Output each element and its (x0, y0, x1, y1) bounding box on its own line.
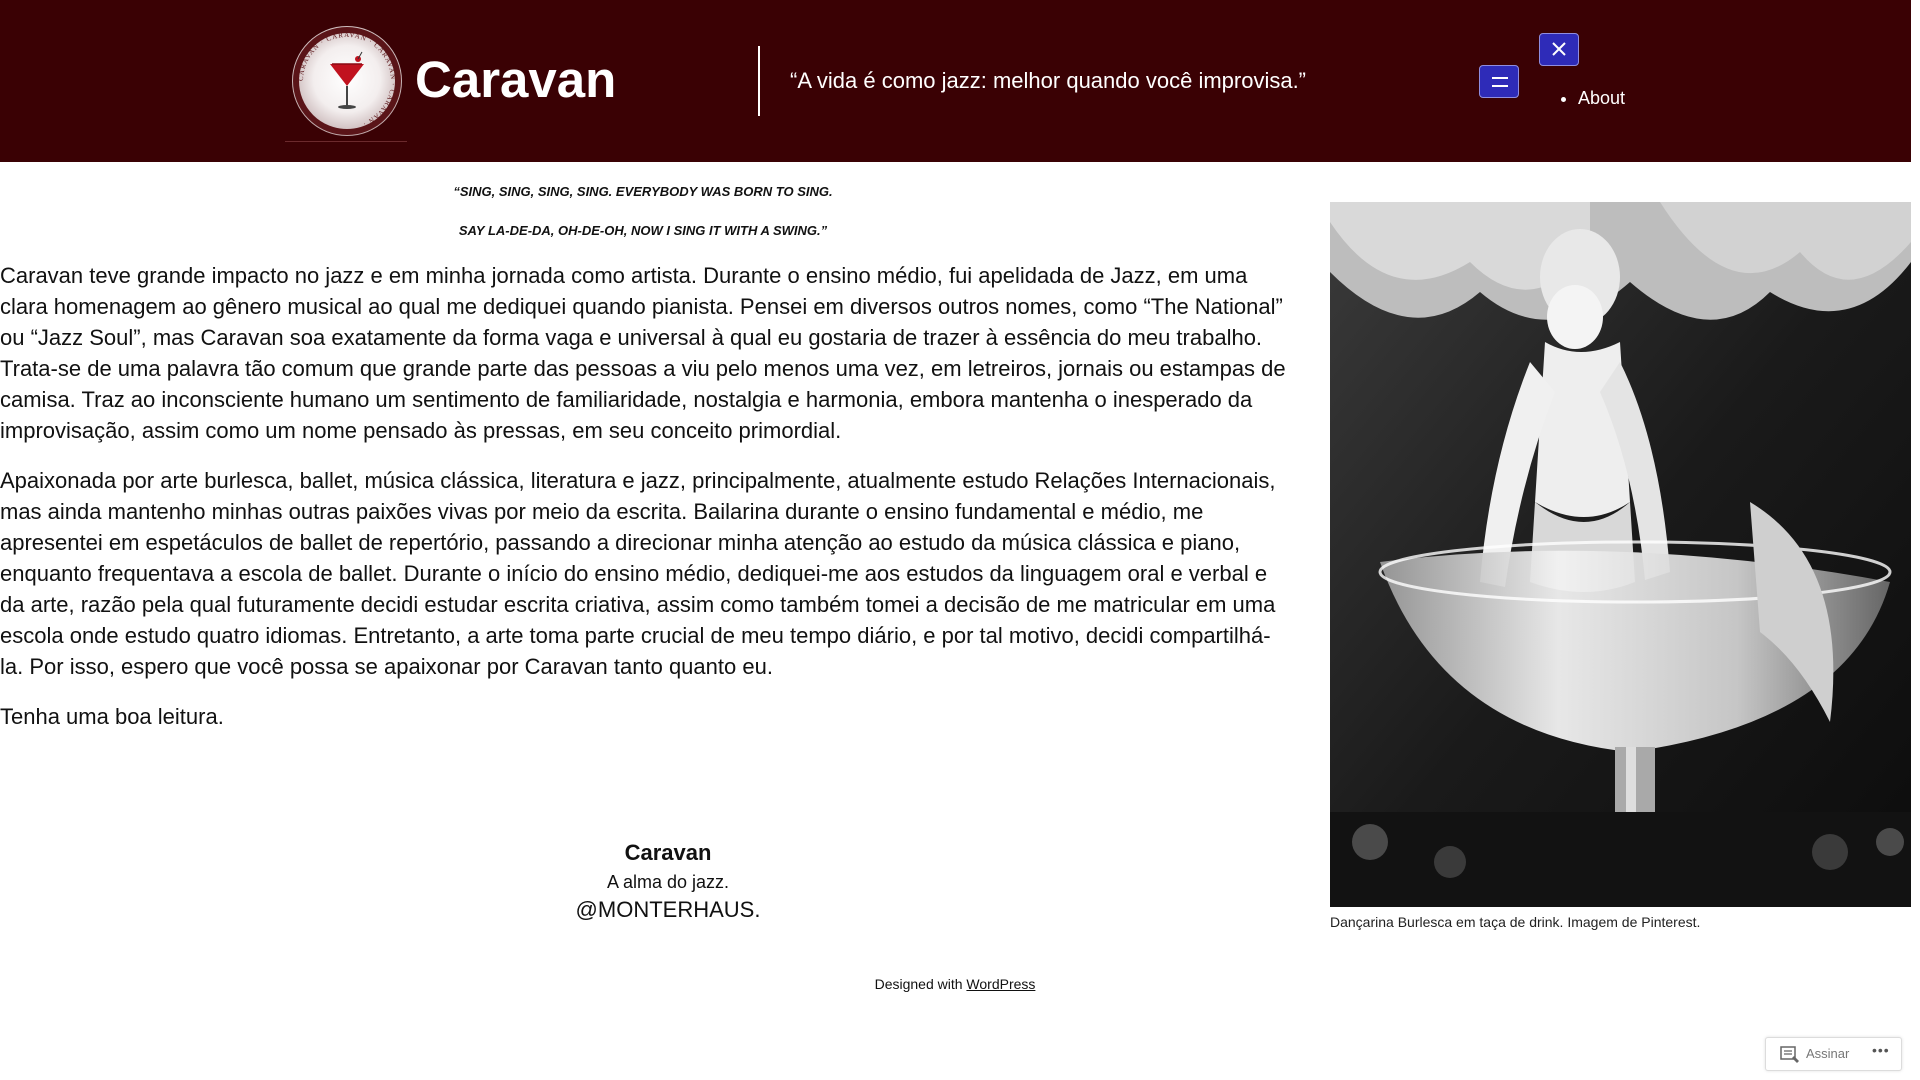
menu-button[interactable] (1479, 65, 1519, 98)
primary-nav (1561, 84, 1625, 112)
footer-credit (0, 976, 1910, 992)
hamburger-icon (1492, 77, 1508, 79)
logo-divider (285, 141, 407, 142)
credit-prefix: Designed with (874, 976, 967, 992)
logo-ring-text: CARAVAN · CARAVAN · CARAVAN · CARAVAN · (296, 30, 398, 129)
close-icon (1540, 34, 1578, 65)
tagline-separator (758, 46, 760, 116)
footer-site-title[interactable]: Caravan (624, 840, 712, 865)
footer-handle: @MONTERHAUS. (575, 897, 761, 922)
dancer-image-illustration (1330, 202, 1911, 907)
lyric-quote-line-2: SAY LA-DE-DA, OH-DE-OH, NOW I SING IT WITH A SWING.” (458, 223, 828, 238)
close-menu-button[interactable] (1539, 33, 1579, 66)
footer-tagline: A alma do jazz. (606, 872, 730, 892)
subscribe-widget[interactable] (1765, 1037, 1902, 1071)
site-tagline: “A vida é como jazz: melhor quando você improvisa.” (790, 68, 1307, 93)
hamburger-icon-line (1492, 85, 1508, 87)
site-title[interactable]: Caravan (415, 51, 617, 108)
nav-link-about[interactable]: About (1578, 88, 1626, 108)
site-logo[interactable] (292, 26, 402, 136)
article-paragraph: Tenha uma boa leitura. (0, 704, 224, 729)
reader-icon (1780, 1046, 1800, 1064)
article-paragraph: Apaixonada por arte burlesca, ballet, música clássica, literatura e jazz, principalmente, atualmente estudo Relações Internacionais, mas ainda mantenho minhas outras paixões vivas por meio da escrita. Bailarina durante o ensino fundamental e médio, me apresentei em espetáculos de ballet de repertório, passando a direcionar minha atenção ao estudo da música clássica e piano, enquanto frequentava a escola de ballet. Durante o início do ensino médio, dediquei-me aos estudos da linguagem oral e verbal e da arte, razão pela qual futuramente decidi estudar escrita criativa, assim como também tomei a decisão de me matricular em uma escola onde estudo quatro idiomas. Entretanto, a arte toma parte crucial de meu tempo diário, e por tal motivo, decidi compartilhá-la. Por isso, espero que você possa se apaixonar por Caravan tanto quanto eu. (0, 468, 1276, 679)
nav-item-about (1578, 84, 1625, 112)
article-body (0, 260, 1292, 751)
more-options-icon[interactable]: ••• (1872, 1042, 1890, 1058)
site-header (0, 0, 1911, 162)
cocktail-logo-icon (292, 26, 402, 136)
lyric-quote-line-1: “SING, SING, SING, SING. EVERYBODY WAS BORN TO SING. (453, 184, 833, 199)
article-paragraph: Caravan teve grande impacto no jazz e em minha jornada como artista. Durante o ensino médio, fui apelidada de Jazz, em uma clara homenagem ao gênero musical ao qual me dediquei quando pianista. Pensei em diversos outros nomes, como “The National” ou “Jazz Soul”, mas Caravan soa exatamente da forma vaga e universal à qual eu gostaria de trazer à essência do meu trabalho. Trata-se de uma palavra tão comum que grande parte das pessoas a viu pelo menos uma vez, em letreiros, jornais ou estampas de camisa. Traz ao inconsciente humano um sentimento de familiaridade, nostalgia e harmonia, embora mantenha o inesperado da improvisação, assim como um nome pensado às pressas, em seu conceito primordial. (0, 263, 1286, 443)
photo-caption: Dançarina Burlesca em taça de drink. Imagem de Pinterest. (1330, 914, 1701, 930)
burlesque-dancer-photo (1330, 202, 1911, 907)
wordpress-link[interactable]: WordPress (966, 976, 1036, 992)
subscribe-label[interactable]: Assinar (1806, 1046, 1850, 1061)
